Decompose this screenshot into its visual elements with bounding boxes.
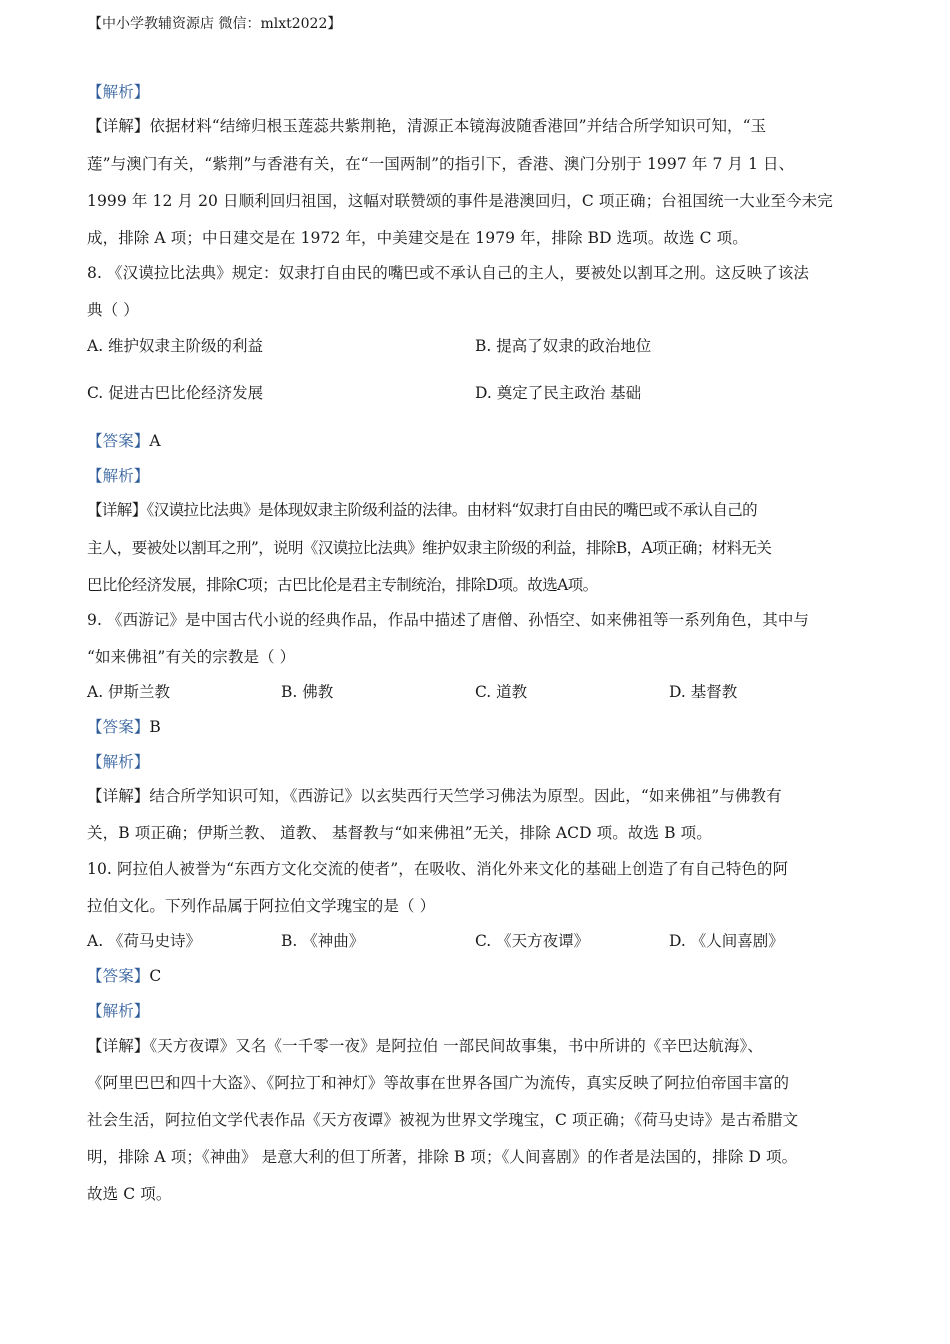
q9-option-a: A. 伊斯兰教	[87, 683, 171, 701]
detail-tag: 【详解】	[87, 787, 150, 805]
analysis-tag: 【解析】	[87, 753, 150, 771]
q8-analysis-label	[87, 465, 867, 487]
q10-detail-line-3: 社会生活，阿拉伯文学代表作品《天方夜谭》被视为世界文学瑰宝，C 项正确；《荷马史诗》是古希腊文	[87, 1111, 799, 1129]
q10-option-d: D. 《人间喜剧》	[669, 932, 784, 950]
q7-detail-line-3: 1999 年 12 月 20 日顺利回归祖国，这幅对联赞颂的事件是港澳回归，C 项正确；台祖国统一大业至今未完	[87, 192, 833, 210]
q8-option-a: A. 维护奴隶主阶级的利益	[87, 337, 264, 355]
q9-detail-line-2: 关，B 项正确；伊斯兰教、 道教、 基督教与“如来佛祖”无关，排除 ACD 项。故选 B 项。	[87, 824, 712, 842]
analysis-tag: 【解析】	[87, 1002, 150, 1020]
q8-option-c: C. 促进古巴比伦经济发展	[87, 384, 264, 402]
q9-option-b: B. 佛教	[281, 683, 334, 701]
answer-tag: 【答案】	[87, 967, 150, 985]
q8-answer: 【答案】A	[87, 432, 161, 450]
detail-tag: 【详解】	[87, 1037, 150, 1055]
q10-detail-line-2: 《阿里巴巴和四十大盗》、《阿拉丁和神灯》等故事在世界各国广为流传，真实反映了阿拉伯帝国丰富的	[87, 1074, 790, 1092]
q10-detail-line-5: 故选 C 项。	[87, 1185, 172, 1203]
answer-tag: 【答案】	[87, 432, 150, 450]
q8-detail-line-1: 【详解】《汉谟拉比法典》是体现奴隶主阶级利益的法律。由材料“奴隶打自由民的嘴巴或不承认自己的	[87, 501, 758, 519]
analysis-tag: 【解析】	[87, 467, 150, 485]
q10-stem-line-2: 拉伯文化。下列作品属于阿拉伯文学瑰宝的是（ ）	[87, 897, 436, 915]
q8-stem-line-1: 8. 《汉谟拉比法典》规定：奴隶打自由民的嘴巴或不承认自己的主人，要被处以割耳之刑。这反映了该法	[87, 264, 810, 282]
q8-stem-line-2: 典（ ）	[87, 301, 139, 319]
detail-tag: 【详解】	[87, 501, 147, 519]
analysis-tag: 【解析】	[87, 83, 150, 101]
answer-tag: 【答案】	[87, 718, 150, 736]
detail-tag: 【详解】	[87, 117, 150, 135]
q10-detail-line-4: 明，排除 A 项；《神曲》 是意大利的但丁所著，排除 B 项；《人间喜剧》的作者是法国的，排除 D 项。	[87, 1148, 798, 1166]
q9-option-d: D. 基督教	[669, 683, 738, 701]
q9-detail-line-1: 【详解】结合所学知识可知，《西游记》以玄奘西行天竺学习佛法为原型。因此，“如来佛祖”与佛教有	[87, 787, 782, 805]
q8-option-d: D. 奠定了民主政治 基础	[475, 384, 642, 402]
q9-analysis-label	[87, 751, 867, 773]
q9-option-c: C. 道教	[475, 683, 528, 701]
q7-analysis-label	[87, 81, 867, 103]
q8-option-b: B. 提高了奴隶的政治地位	[475, 337, 652, 355]
q7-detail-line-2: 莲”与澳门有关，“紫荆”与香港有关，在“一国两制”的指引下，香港、澳门分别于 1997 年 7 月 1 日、	[87, 155, 795, 173]
q10-detail-line-1: 【详解】《天方夜谭》又名《一千零一夜》是阿拉伯 一部民间故事集，书中所讲的《辛巴达航海》、	[87, 1037, 763, 1055]
q10-analysis-label	[87, 1000, 867, 1022]
q7-detail-line-1: 【详解】依据材料“结缔归根玉莲蕊共紫荆艳，清源正本镜海波随香港回”并结合所学知识可知，“玉	[87, 117, 767, 135]
q9-answer: 【答案】B	[87, 718, 161, 736]
q8-detail-line-3: 巴比伦经济发展，排除C项；古巴比伦是君主专制统治，排除D项。故选A项。	[87, 576, 598, 594]
q9-stem-line-1: 9. 《西游记》是中国古代小说的经典作品，作品中描述了唐僧、孙悟空、如来佛祖等一系列角色，其中与	[87, 611, 810, 629]
q10-answer: 【答案】C	[87, 967, 162, 985]
q10-stem-line-1: 10. 阿拉伯人被誉为“东西方文化交流的使者”，在吸收、消化外来文化的基础上创造了有自己特色的阿	[87, 860, 789, 878]
q10-option-a: A. 《荷马史诗》	[87, 932, 202, 950]
q8-detail-line-2: 主人，要被处以割耳之刑”，说明《汉谟拉比法典》维护奴隶主阶级的利益，排除B，A项正确；材料无关	[87, 539, 772, 557]
header-note: 【中小学教辅资源店 微信：mlxt2022】	[88, 16, 342, 32]
q9-stem-line-2: “如来佛祖”有关的宗教是（ ）	[87, 648, 296, 666]
q10-option-c: C. 《天方夜谭》	[475, 932, 590, 950]
q10-option-b: B. 《神曲》	[281, 932, 365, 950]
q7-detail-line-4: 成，排除 A 项；中日建交是在 1972 年，中美建交是在 1979 年，排除 BD 选项。故选 C 项。	[87, 229, 748, 247]
